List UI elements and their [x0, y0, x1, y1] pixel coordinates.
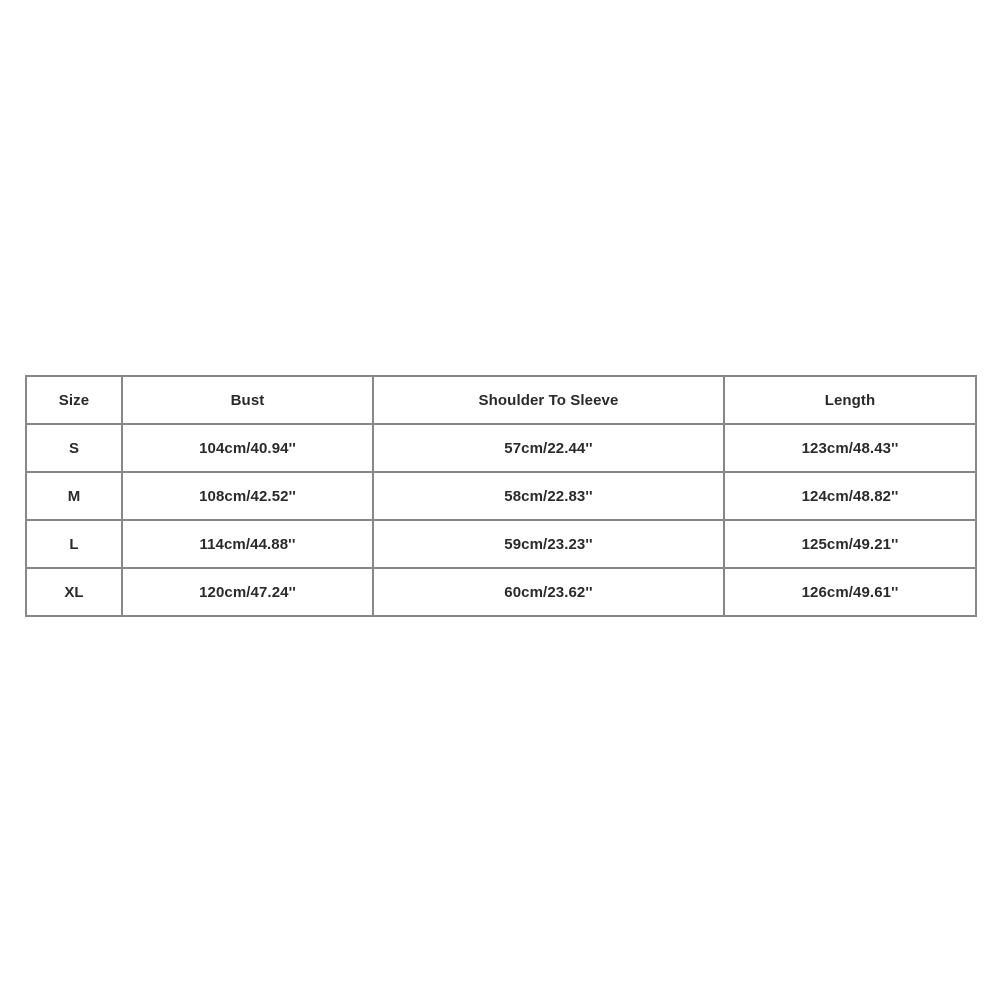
header-cell-size: Size	[26, 376, 122, 424]
table-row	[26, 424, 976, 472]
bust-cell: 120cm/47.24''	[122, 568, 373, 616]
table-row	[26, 520, 976, 568]
length-cell: 123cm/48.43''	[724, 424, 976, 472]
bust-cell: 108cm/42.52''	[122, 472, 373, 520]
length-cell: 126cm/49.61''	[724, 568, 976, 616]
header-cell-shoulder-to-sleeve: Shoulder To Sleeve	[373, 376, 724, 424]
size-cell: L	[26, 520, 122, 568]
header-row	[26, 376, 976, 424]
table-row	[26, 568, 976, 616]
size-cell: S	[26, 424, 122, 472]
shoulder-to-sleeve-cell: 58cm/22.83''	[373, 472, 724, 520]
length-cell: 125cm/49.21''	[724, 520, 976, 568]
length-cell: 124cm/48.82''	[724, 472, 976, 520]
shoulder-to-sleeve-cell: 60cm/23.62''	[373, 568, 724, 616]
shoulder-to-sleeve-cell: 59cm/23.23''	[373, 520, 724, 568]
shoulder-to-sleeve-cell: 57cm/22.44''	[373, 424, 724, 472]
size-cell: M	[26, 472, 122, 520]
header-cell-length: Length	[724, 376, 976, 424]
header-cell-bust: Bust	[122, 376, 373, 424]
size-cell: XL	[26, 568, 122, 616]
table-row	[26, 472, 976, 520]
size-chart-table	[25, 375, 977, 617]
bust-cell: 104cm/40.94''	[122, 424, 373, 472]
bust-cell: 114cm/44.88''	[122, 520, 373, 568]
